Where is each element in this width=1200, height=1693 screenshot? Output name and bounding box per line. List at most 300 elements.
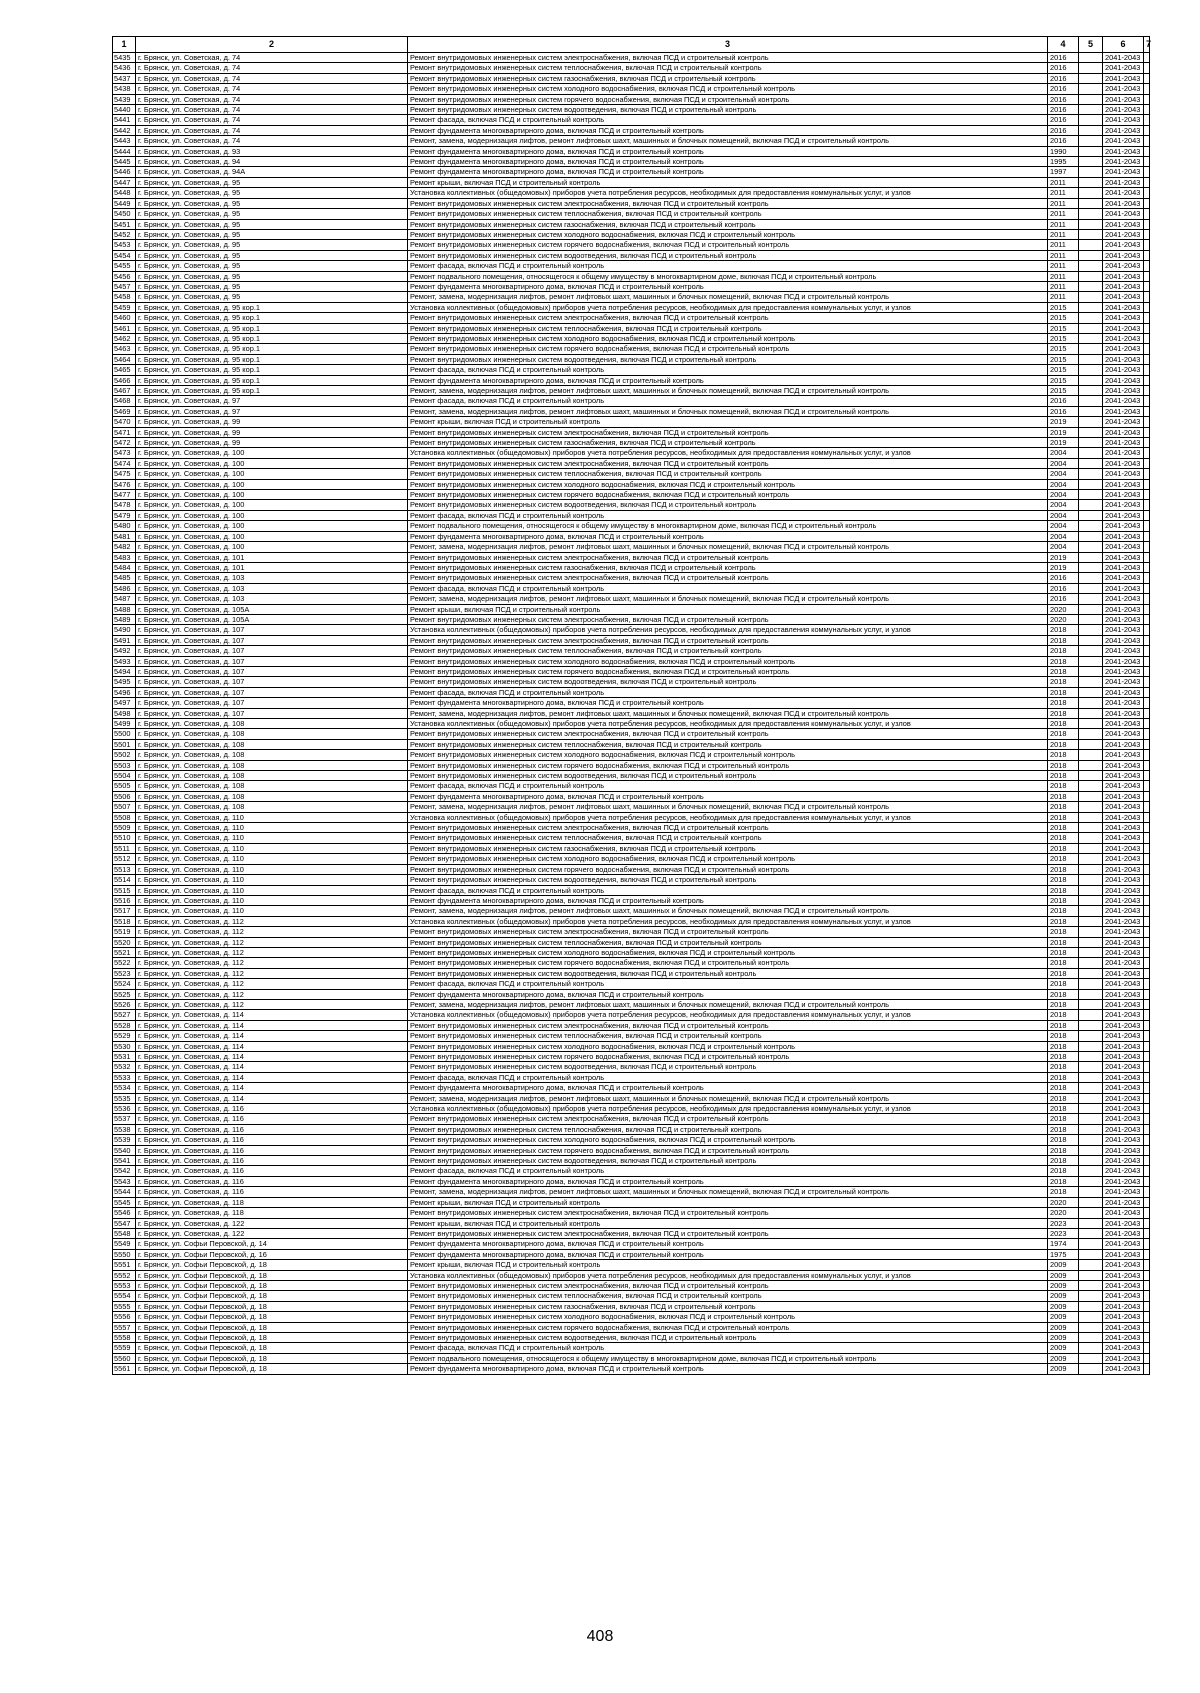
work-type-cell: Ремонт внутридомовых инженерных систем теплоснабжения, включая ПСД и строительный контроль: [408, 323, 1048, 333]
table-row: [113, 198, 1150, 208]
row-number: 5458: [113, 292, 136, 302]
column-5-cell: [1079, 323, 1103, 333]
address-cell: г. Брянск, ул. Советская, д. 116: [136, 1145, 408, 1155]
table-row: [113, 1312, 1150, 1322]
year-cell: 2015: [1048, 365, 1079, 375]
column-5-cell: [1079, 542, 1103, 552]
row-number: 5522: [113, 958, 136, 968]
table-row: [113, 1083, 1150, 1093]
period-cell: 2041-2043: [1103, 989, 1144, 999]
table-row: [113, 406, 1150, 416]
year-cell: 2004: [1048, 510, 1079, 520]
work-type-cell: Ремонт фасада, включая ПСД и строительный контроль: [408, 510, 1048, 520]
table-row: [113, 313, 1150, 323]
table-row: [113, 1228, 1150, 1238]
column-7-cell: [1144, 1280, 1150, 1290]
column-7-cell: [1144, 573, 1150, 583]
period-cell: 2041-2043: [1103, 771, 1144, 781]
page-number: 408: [586, 1628, 614, 1645]
year-cell: 2011: [1048, 261, 1079, 271]
table-row: [113, 1249, 1150, 1259]
address-cell: г. Брянск, ул. Софьи Перовской, д. 16: [136, 1249, 408, 1259]
period-cell: 2041-2043: [1103, 594, 1144, 604]
address-cell: г. Брянск, ул. Софьи Перовской, д. 18: [136, 1270, 408, 1280]
address-cell: г. Брянск, ул. Советская, д. 116: [136, 1124, 408, 1134]
period-cell: 2041-2043: [1103, 53, 1144, 63]
column-7-cell: [1144, 313, 1150, 323]
row-number: 5517: [113, 906, 136, 916]
period-cell: 2041-2043: [1103, 885, 1144, 895]
column-5-cell: [1079, 604, 1103, 614]
row-number: 5535: [113, 1093, 136, 1103]
address-cell: г. Брянск, ул. Советская, д. 118: [136, 1208, 408, 1218]
column-5-cell: [1079, 229, 1103, 239]
table-row: [113, 760, 1150, 770]
table-row: [113, 302, 1150, 312]
column-7-cell: [1144, 906, 1150, 916]
table-row: [113, 906, 1150, 916]
table-row: [113, 1176, 1150, 1186]
column-7-cell: [1144, 1135, 1150, 1145]
period-cell: 2041-2043: [1103, 698, 1144, 708]
work-type-cell: Ремонт внутридомовых инженерных систем водоотведения, включая ПСД и строительный контроль: [408, 677, 1048, 687]
address-cell: г. Брянск, ул. Советская, д. 110: [136, 906, 408, 916]
address-cell: г. Брянск, ул. Советская, д. 110: [136, 854, 408, 864]
table-row: [113, 791, 1150, 801]
year-cell: 2018: [1048, 625, 1079, 635]
year-cell: 2004: [1048, 479, 1079, 489]
row-number: 5440: [113, 105, 136, 115]
row-number: 5476: [113, 479, 136, 489]
work-type-cell: Ремонт внутридомовых инженерных систем холодного водоснабжения, включая ПСД и строительный контроль: [408, 656, 1048, 666]
work-type-cell: Установка коллективных (общедомовых) приборов учета потребления ресурсов, необходимых для предоставления коммунальных услуг, и узлов: [408, 812, 1048, 822]
table-row: [113, 625, 1150, 635]
column-7-cell: [1144, 698, 1150, 708]
column-7-cell: [1144, 687, 1150, 697]
period-cell: 2041-2043: [1103, 500, 1144, 510]
year-cell: 2016: [1048, 94, 1079, 104]
column-5-cell: [1079, 198, 1103, 208]
year-cell: 2016: [1048, 396, 1079, 406]
work-type-cell: Ремонт подвального помещения, относящегося к общему имуществу в многоквартирном доме, включая ПСД и строительный контроль: [408, 1353, 1048, 1363]
work-type-cell: Ремонт внутридомовых инженерных систем теплоснабжения, включая ПСД и строительный контроль: [408, 1291, 1048, 1301]
column-7-cell: [1144, 843, 1150, 853]
work-type-cell: Ремонт, замена, модернизация лифтов, ремонт лифтовых шахт, машинных и блочных помещений, включая ПСД и строительный контроль: [408, 906, 1048, 916]
table-row: [113, 979, 1150, 989]
period-cell: 2041-2043: [1103, 396, 1144, 406]
work-type-cell: Ремонт внутридомовых инженерных систем горячего водоснабжения, включая ПСД и строительный контроль: [408, 864, 1048, 874]
table-row: [113, 1291, 1150, 1301]
period-cell: 2041-2043: [1103, 323, 1144, 333]
work-type-cell: Ремонт внутридомовых инженерных систем холодного водоснабжения, включая ПСД и строительный контроль: [408, 947, 1048, 957]
year-cell: 2018: [1048, 1062, 1079, 1072]
row-number: 5526: [113, 999, 136, 1009]
year-cell: 2018: [1048, 719, 1079, 729]
column-7-cell: [1144, 1187, 1150, 1197]
column-7-cell: [1144, 84, 1150, 94]
column-5-cell: [1079, 53, 1103, 63]
period-cell: 2041-2043: [1103, 666, 1144, 676]
column-5-cell: [1079, 1083, 1103, 1093]
column-5-cell: [1079, 1208, 1103, 1218]
work-type-cell: Ремонт фундамента многоквартирного дома, включая ПСД и строительный контроль: [408, 167, 1048, 177]
column-7-cell: [1144, 386, 1150, 396]
column-7-cell: [1144, 968, 1150, 978]
period-cell: 2041-2043: [1103, 1353, 1144, 1363]
work-type-cell: Ремонт крыши, включая ПСД и строительный контроль: [408, 1260, 1048, 1270]
column-7-cell: [1144, 125, 1150, 135]
work-type-cell: Ремонт внутридомовых инженерных систем газоснабжения, включая ПСД и строительный контроль: [408, 73, 1048, 83]
table-row: [113, 500, 1150, 510]
work-type-cell: Ремонт, замена, модернизация лифтов, ремонт лифтовых шахт, машинных и блочных помещений, включая ПСД и строительный контроль: [408, 594, 1048, 604]
row-number: 5549: [113, 1239, 136, 1249]
period-cell: 2041-2043: [1103, 1135, 1144, 1145]
period-cell: 2041-2043: [1103, 1197, 1144, 1207]
year-cell: 2009: [1048, 1332, 1079, 1342]
work-type-cell: Ремонт крыши, включая ПСД и строительный контроль: [408, 417, 1048, 427]
period-cell: 2041-2043: [1103, 1083, 1144, 1093]
period-cell: 2041-2043: [1103, 261, 1144, 271]
column-5-cell: [1079, 281, 1103, 291]
address-cell: г. Брянск, ул. Софьи Перовской, д. 18: [136, 1312, 408, 1322]
period-cell: 2041-2043: [1103, 386, 1144, 396]
period-cell: 2041-2043: [1103, 1093, 1144, 1103]
column-5-cell: [1079, 84, 1103, 94]
row-number: 5506: [113, 791, 136, 801]
row-number: 5478: [113, 500, 136, 510]
row-number: 5470: [113, 417, 136, 427]
period-cell: 2041-2043: [1103, 292, 1144, 302]
work-type-cell: Ремонт внутридомовых инженерных систем горячего водоснабжения, включая ПСД и строительный контроль: [408, 94, 1048, 104]
period-cell: 2041-2043: [1103, 136, 1144, 146]
period-cell: 2041-2043: [1103, 354, 1144, 364]
table-row: [113, 1353, 1150, 1363]
period-cell: 2041-2043: [1103, 281, 1144, 291]
table-row: [113, 802, 1150, 812]
year-cell: 2018: [1048, 646, 1079, 656]
period-cell: 2041-2043: [1103, 552, 1144, 562]
column-7-cell: [1144, 1364, 1150, 1374]
column-7-cell: [1144, 812, 1150, 822]
year-cell: 2011: [1048, 271, 1079, 281]
period-cell: 2041-2043: [1103, 1187, 1144, 1197]
year-cell: 2018: [1048, 823, 1079, 833]
column-5-cell: [1079, 209, 1103, 219]
column-7-cell: [1144, 406, 1150, 416]
column-5-cell: [1079, 968, 1103, 978]
table-row: [113, 885, 1150, 895]
year-cell: 1995: [1048, 157, 1079, 167]
year-cell: 2018: [1048, 958, 1079, 968]
table-row: [113, 989, 1150, 999]
column-5-cell: [1079, 105, 1103, 115]
column-5-cell: [1079, 708, 1103, 718]
table-row: [113, 646, 1150, 656]
row-number: 5559: [113, 1343, 136, 1353]
period-cell: 2041-2043: [1103, 177, 1144, 187]
column-7-cell: [1144, 146, 1150, 156]
column-7-cell: [1144, 73, 1150, 83]
address-cell: г. Брянск, ул. Советская, д. 95 кор.1: [136, 323, 408, 333]
column-7-cell: [1144, 1260, 1150, 1270]
period-cell: 2041-2043: [1103, 531, 1144, 541]
period-cell: 2041-2043: [1103, 1062, 1144, 1072]
row-number: 5469: [113, 406, 136, 416]
table-row: [113, 843, 1150, 853]
year-cell: 2016: [1048, 63, 1079, 73]
table-row: [113, 1343, 1150, 1353]
year-cell: 2009: [1048, 1301, 1079, 1311]
table-row: [113, 240, 1150, 250]
table-row: [113, 386, 1150, 396]
column-5-cell: [1079, 958, 1103, 968]
column-5-cell: [1079, 1260, 1103, 1270]
period-cell: 2041-2043: [1103, 146, 1144, 156]
column-7-cell: [1144, 261, 1150, 271]
address-cell: г. Брянск, ул. Советская, д. 116: [136, 1166, 408, 1176]
year-cell: 2016: [1048, 115, 1079, 125]
column-5-cell: [1079, 843, 1103, 853]
year-cell: 2018: [1048, 843, 1079, 853]
table-row: [113, 594, 1150, 604]
period-cell: 2041-2043: [1103, 1291, 1144, 1301]
column-5-cell: [1079, 1156, 1103, 1166]
year-cell: 2009: [1048, 1353, 1079, 1363]
table-row: [113, 1322, 1150, 1332]
year-cell: 2009: [1048, 1260, 1079, 1270]
column-7-cell: [1144, 750, 1150, 760]
column-5-cell: [1079, 927, 1103, 937]
row-number: 5544: [113, 1187, 136, 1197]
address-cell: г. Брянск, ул. Советская, д. 108: [136, 781, 408, 791]
work-type-cell: Установка коллективных (общедомовых) приборов учета потребления ресурсов, необходимых для предоставления коммунальных услуг, и узлов: [408, 448, 1048, 458]
address-cell: г. Брянск, ул. Советская, д. 110: [136, 833, 408, 843]
year-cell: 2004: [1048, 531, 1079, 541]
column-5-cell: [1079, 1280, 1103, 1290]
column-7-cell: [1144, 333, 1150, 343]
period-cell: 2041-2043: [1103, 417, 1144, 427]
row-number: 5487: [113, 594, 136, 604]
work-type-cell: Ремонт фасада, включая ПСД и строительный контроль: [408, 583, 1048, 593]
work-type-cell: Ремонт фундамента многоквартирного дома, включая ПСД и строительный контроль: [408, 125, 1048, 135]
work-type-cell: Ремонт фундамента многоквартирного дома, включая ПСД и строительный контроль: [408, 791, 1048, 801]
period-cell: 2041-2043: [1103, 427, 1144, 437]
column-5-cell: [1079, 313, 1103, 323]
table-row: [113, 1187, 1150, 1197]
row-number: 5451: [113, 219, 136, 229]
period-cell: 2041-2043: [1103, 1052, 1144, 1062]
period-cell: 2041-2043: [1103, 1145, 1144, 1155]
row-number: 5494: [113, 666, 136, 676]
period-cell: 2041-2043: [1103, 115, 1144, 125]
column-5-cell: [1079, 500, 1103, 510]
address-cell: г. Брянск, ул. Советская, д. 107: [136, 625, 408, 635]
column-7-cell: [1144, 666, 1150, 676]
work-type-cell: Ремонт внутридомовых инженерных систем электроснабжения, включая ПСД и строительный контроль: [408, 552, 1048, 562]
year-cell: 2018: [1048, 666, 1079, 676]
column-5-cell: [1079, 791, 1103, 801]
table-row: [113, 531, 1150, 541]
work-type-cell: Ремонт, замена, модернизация лифтов, ремонт лифтовых шахт, машинных и блочных помещений, включая ПСД и строительный контроль: [408, 406, 1048, 416]
work-type-cell: Ремонт внутридомовых инженерных систем электроснабжения, включая ПСД и строительный контроль: [408, 1020, 1048, 1030]
address-cell: г. Брянск, ул. Советская, д. 100: [136, 510, 408, 520]
column-7-cell: [1144, 635, 1150, 645]
row-number: 5501: [113, 739, 136, 749]
period-cell: 2041-2043: [1103, 1010, 1144, 1020]
table-row: [113, 1104, 1150, 1114]
column-7-cell: [1144, 1228, 1150, 1238]
address-cell: г. Брянск, ул. Советская, д. 101: [136, 552, 408, 562]
column-5-cell: [1079, 614, 1103, 624]
period-cell: 2041-2043: [1103, 125, 1144, 135]
address-cell: г. Брянск, ул. Советская, д. 100: [136, 469, 408, 479]
period-cell: 2041-2043: [1103, 823, 1144, 833]
work-type-cell: Ремонт внутридомовых инженерных систем электроснабжения, включая ПСД и строительный контроль: [408, 635, 1048, 645]
year-cell: 1974: [1048, 1239, 1079, 1249]
table-row: [113, 396, 1150, 406]
column-7-cell: [1144, 292, 1150, 302]
column-5-cell: [1079, 895, 1103, 905]
column-7-cell: [1144, 947, 1150, 957]
table-row: [113, 687, 1150, 697]
address-cell: г. Брянск, ул. Советская, д. 95: [136, 261, 408, 271]
period-cell: 2041-2043: [1103, 906, 1144, 916]
work-type-cell: Ремонт внутридомовых инженерных систем газоснабжения, включая ПСД и строительный контроль: [408, 219, 1048, 229]
table-row: [113, 656, 1150, 666]
year-cell: 2015: [1048, 375, 1079, 385]
year-cell: 2009: [1048, 1291, 1079, 1301]
row-number: 5468: [113, 396, 136, 406]
period-cell: 2041-2043: [1103, 448, 1144, 458]
period-cell: 2041-2043: [1103, 1364, 1144, 1374]
work-type-cell: Ремонт внутридомовых инженерных систем электроснабжения, включая ПСД и строительный контроль: [408, 614, 1048, 624]
column-5-cell: [1079, 750, 1103, 760]
row-number: 5509: [113, 823, 136, 833]
column-5-cell: [1079, 916, 1103, 926]
period-cell: 2041-2043: [1103, 708, 1144, 718]
address-cell: г. Брянск, ул. Советская, д. 108: [136, 771, 408, 781]
year-cell: 2018: [1048, 1114, 1079, 1124]
address-cell: г. Брянск, ул. Советская, д. 108: [136, 719, 408, 729]
year-cell: 2009: [1048, 1280, 1079, 1290]
table-body: [113, 53, 1150, 1375]
work-type-cell: Установка коллективных (общедомовых) приборов учета потребления ресурсов, необходимых для предоставления коммунальных услуг, и узлов: [408, 916, 1048, 926]
column-7-cell: [1144, 115, 1150, 125]
address-cell: г. Брянск, ул. Советская, д. 103: [136, 583, 408, 593]
period-cell: 2041-2043: [1103, 1301, 1144, 1311]
table-row: [113, 177, 1150, 187]
address-cell: г. Брянск, ул. Советская, д. 112: [136, 979, 408, 989]
work-type-cell: Ремонт фасада, включая ПСД и строительный контроль: [408, 687, 1048, 697]
column-7-cell: [1144, 771, 1150, 781]
column-7-cell: [1144, 1301, 1150, 1311]
column-7-cell: [1144, 1083, 1150, 1093]
address-cell: г. Брянск, ул. Советская, д. 110: [136, 895, 408, 905]
table-row: [113, 115, 1150, 125]
column-7-cell: [1144, 1291, 1150, 1301]
row-number: 5465: [113, 365, 136, 375]
address-cell: г. Брянск, ул. Советская, д. 114: [136, 1072, 408, 1082]
year-cell: 2015: [1048, 323, 1079, 333]
address-cell: г. Брянск, ул. Советская, д. 97: [136, 396, 408, 406]
table-row: [113, 542, 1150, 552]
address-cell: г. Брянск, ул. Советская, д. 114: [136, 1031, 408, 1041]
period-cell: 2041-2043: [1103, 469, 1144, 479]
column-5-cell: [1079, 1228, 1103, 1238]
row-number: 5483: [113, 552, 136, 562]
work-type-cell: Ремонт фундамента многоквартирного дома, включая ПСД и строительный контроль: [408, 375, 1048, 385]
work-type-cell: Ремонт внутридомовых инженерных систем холодного водоснабжения, включая ПСД и строительный контроль: [408, 1312, 1048, 1322]
period-cell: 2041-2043: [1103, 947, 1144, 957]
column-5-cell: [1079, 136, 1103, 146]
work-type-cell: Ремонт внутридомовых инженерных систем электроснабжения, включая ПСД и строительный контроль: [408, 573, 1048, 583]
column-7-cell: [1144, 271, 1150, 281]
work-type-cell: Ремонт фасада, включая ПСД и строительный контроль: [408, 885, 1048, 895]
row-number: 5467: [113, 386, 136, 396]
column-7-cell: [1144, 1062, 1150, 1072]
column-5-cell: [1079, 354, 1103, 364]
address-cell: г. Брянск, ул. Советская, д. 95: [136, 250, 408, 260]
table-row: [113, 968, 1150, 978]
column-5-cell: [1079, 875, 1103, 885]
address-cell: г. Брянск, ул. Советская, д. 105А: [136, 604, 408, 614]
column-7-cell: [1144, 396, 1150, 406]
year-cell: 2020: [1048, 604, 1079, 614]
column-7-cell: [1144, 781, 1150, 791]
column-7-cell: [1144, 354, 1150, 364]
address-cell: г. Брянск, ул. Советская, д. 95: [136, 240, 408, 250]
column-5-cell: [1079, 594, 1103, 604]
year-cell: 2016: [1048, 406, 1079, 416]
period-cell: 2041-2043: [1103, 198, 1144, 208]
year-cell: 2018: [1048, 1072, 1079, 1082]
column-7-cell: [1144, 63, 1150, 73]
table-row: [113, 1020, 1150, 1030]
row-number: 5505: [113, 781, 136, 791]
work-type-cell: Ремонт внутридомовых инженерных систем теплоснабжения, включая ПСД и строительный контроль: [408, 646, 1048, 656]
year-cell: 2011: [1048, 281, 1079, 291]
year-cell: 2018: [1048, 677, 1079, 687]
work-type-cell: Ремонт внутридомовых инженерных систем холодного водоснабжения, включая ПСД и строительный контроль: [408, 333, 1048, 343]
column-7-cell: [1144, 594, 1150, 604]
table-row: [113, 448, 1150, 458]
period-cell: 2041-2043: [1103, 646, 1144, 656]
column-5-cell: [1079, 656, 1103, 666]
row-number: 5472: [113, 438, 136, 448]
column-7-cell: [1144, 739, 1150, 749]
address-cell: г. Брянск, ул. Советская, д. 107: [136, 677, 408, 687]
period-cell: 2041-2043: [1103, 614, 1144, 624]
table-row: [113, 719, 1150, 729]
column-7-cell: [1144, 833, 1150, 843]
work-type-cell: Ремонт фундамента многоквартирного дома, включая ПСД и строительный контроль: [408, 146, 1048, 156]
work-type-cell: Ремонт крыши, включая ПСД и строительный контроль: [408, 1197, 1048, 1207]
address-cell: г. Брянск, ул. Советская, д. 116: [136, 1135, 408, 1145]
period-cell: 2041-2043: [1103, 333, 1144, 343]
address-cell: г. Брянск, ул. Советская, д. 108: [136, 802, 408, 812]
table-row: [113, 146, 1150, 156]
address-cell: г. Брянск, ул. Советская, д. 114: [136, 1020, 408, 1030]
address-cell: г. Брянск, ул. Советская, д. 103: [136, 594, 408, 604]
year-cell: 2004: [1048, 458, 1079, 468]
row-number: 5442: [113, 125, 136, 135]
period-cell: 2041-2043: [1103, 781, 1144, 791]
work-type-cell: Ремонт внутридомовых инженерных систем электроснабжения, включая ПСД и строительный контроль: [408, 1208, 1048, 1218]
table-row: [113, 1062, 1150, 1072]
work-type-cell: Ремонт внутридомовых инженерных систем горячего водоснабжения, включая ПСД и строительный контроль: [408, 958, 1048, 968]
column-5-cell: [1079, 1041, 1103, 1051]
column-5-cell: [1079, 1166, 1103, 1176]
